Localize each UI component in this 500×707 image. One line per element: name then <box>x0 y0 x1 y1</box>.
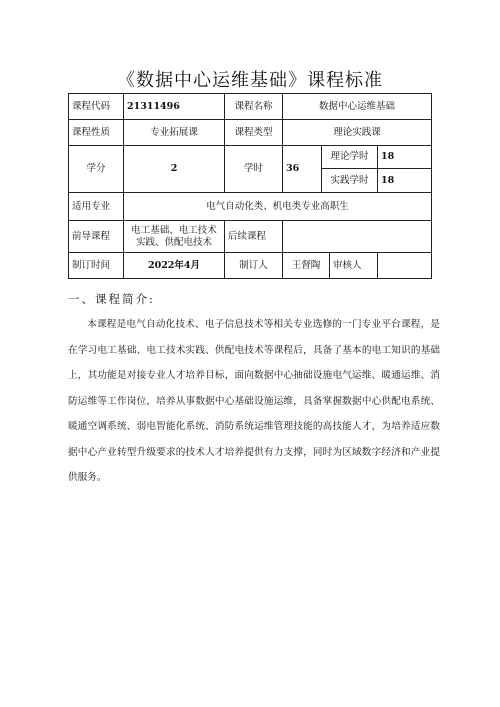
practice-hours-label: 实践学时 <box>322 169 378 193</box>
followup-value <box>283 221 432 253</box>
course-type-value: 理论实践课 <box>283 120 432 146</box>
course-nature-label: 课程性质 <box>69 120 124 146</box>
theory-hours-value: 18 <box>378 146 432 169</box>
date-value: 2022年4月 <box>124 253 225 279</box>
major-value: 电气自动化类、机电类专业高职生 <box>124 193 432 221</box>
table-row <box>69 146 432 169</box>
followup-label: 后续课程 <box>225 221 283 253</box>
author-label: 制订人 <box>225 253 283 279</box>
course-type-label: 课程类型 <box>225 120 283 146</box>
credit-value: 2 <box>124 146 225 193</box>
section-heading: 一、课程简介: <box>68 292 155 306</box>
major-label: 适用专业 <box>69 193 124 221</box>
table-row <box>69 94 432 120</box>
prereq-label: 前导课程 <box>69 221 124 253</box>
reviewer-value <box>378 253 432 279</box>
prereq-value: 电工基础、电工技术实践、供配电技术 <box>124 221 225 253</box>
date-label: 制订时间 <box>69 253 124 279</box>
table-row <box>69 221 432 253</box>
table-row <box>69 193 432 221</box>
author-value: 王督陶 <box>283 253 330 279</box>
course-code-label: 课程代码 <box>69 94 124 120</box>
reviewer-label: 审核人 <box>330 253 378 279</box>
section-paragraph: 本课程是电气自动化技术、电子信息技术等相关专业选修的一门专业平台课程，是在学习电工基础、电工技术实践、供配电技术等课程后，具备了基本的电工知识的基础上，其功能是对接专业人才培养目标，面向数据中心抽础设施电气运维、暖通运维、消防运维等工作岗位，培养从事数据中心基础设施运维，具备掌握数据中心供配电系统、暖通空调系统、弱电智能化系统、消防系统运维管理技能的高技能人才，为培养适应数据中心产业转型升级要求的技术人才培养提供有力支撑，同时为区域数字经济和产业提供服务。 <box>68 319 440 483</box>
course-nature-value: 专业拓展课 <box>124 120 225 146</box>
table-row <box>69 120 432 146</box>
credit-label: 学分 <box>69 146 124 193</box>
hours-label: 学时 <box>225 146 283 193</box>
course-code-value: 21311496 <box>124 94 225 120</box>
theory-hours-label: 理论学时 <box>322 146 378 169</box>
course-info-table <box>68 93 432 279</box>
practice-hours-value: 18 <box>378 169 432 193</box>
course-name-label: 课程名称 <box>225 94 283 120</box>
document-title: 《数据中心运维基础》课程标准 <box>117 70 383 91</box>
hours-value: 36 <box>283 146 322 193</box>
course-name-value: 数据中心运维基础 <box>283 94 432 120</box>
table-row <box>69 253 432 279</box>
